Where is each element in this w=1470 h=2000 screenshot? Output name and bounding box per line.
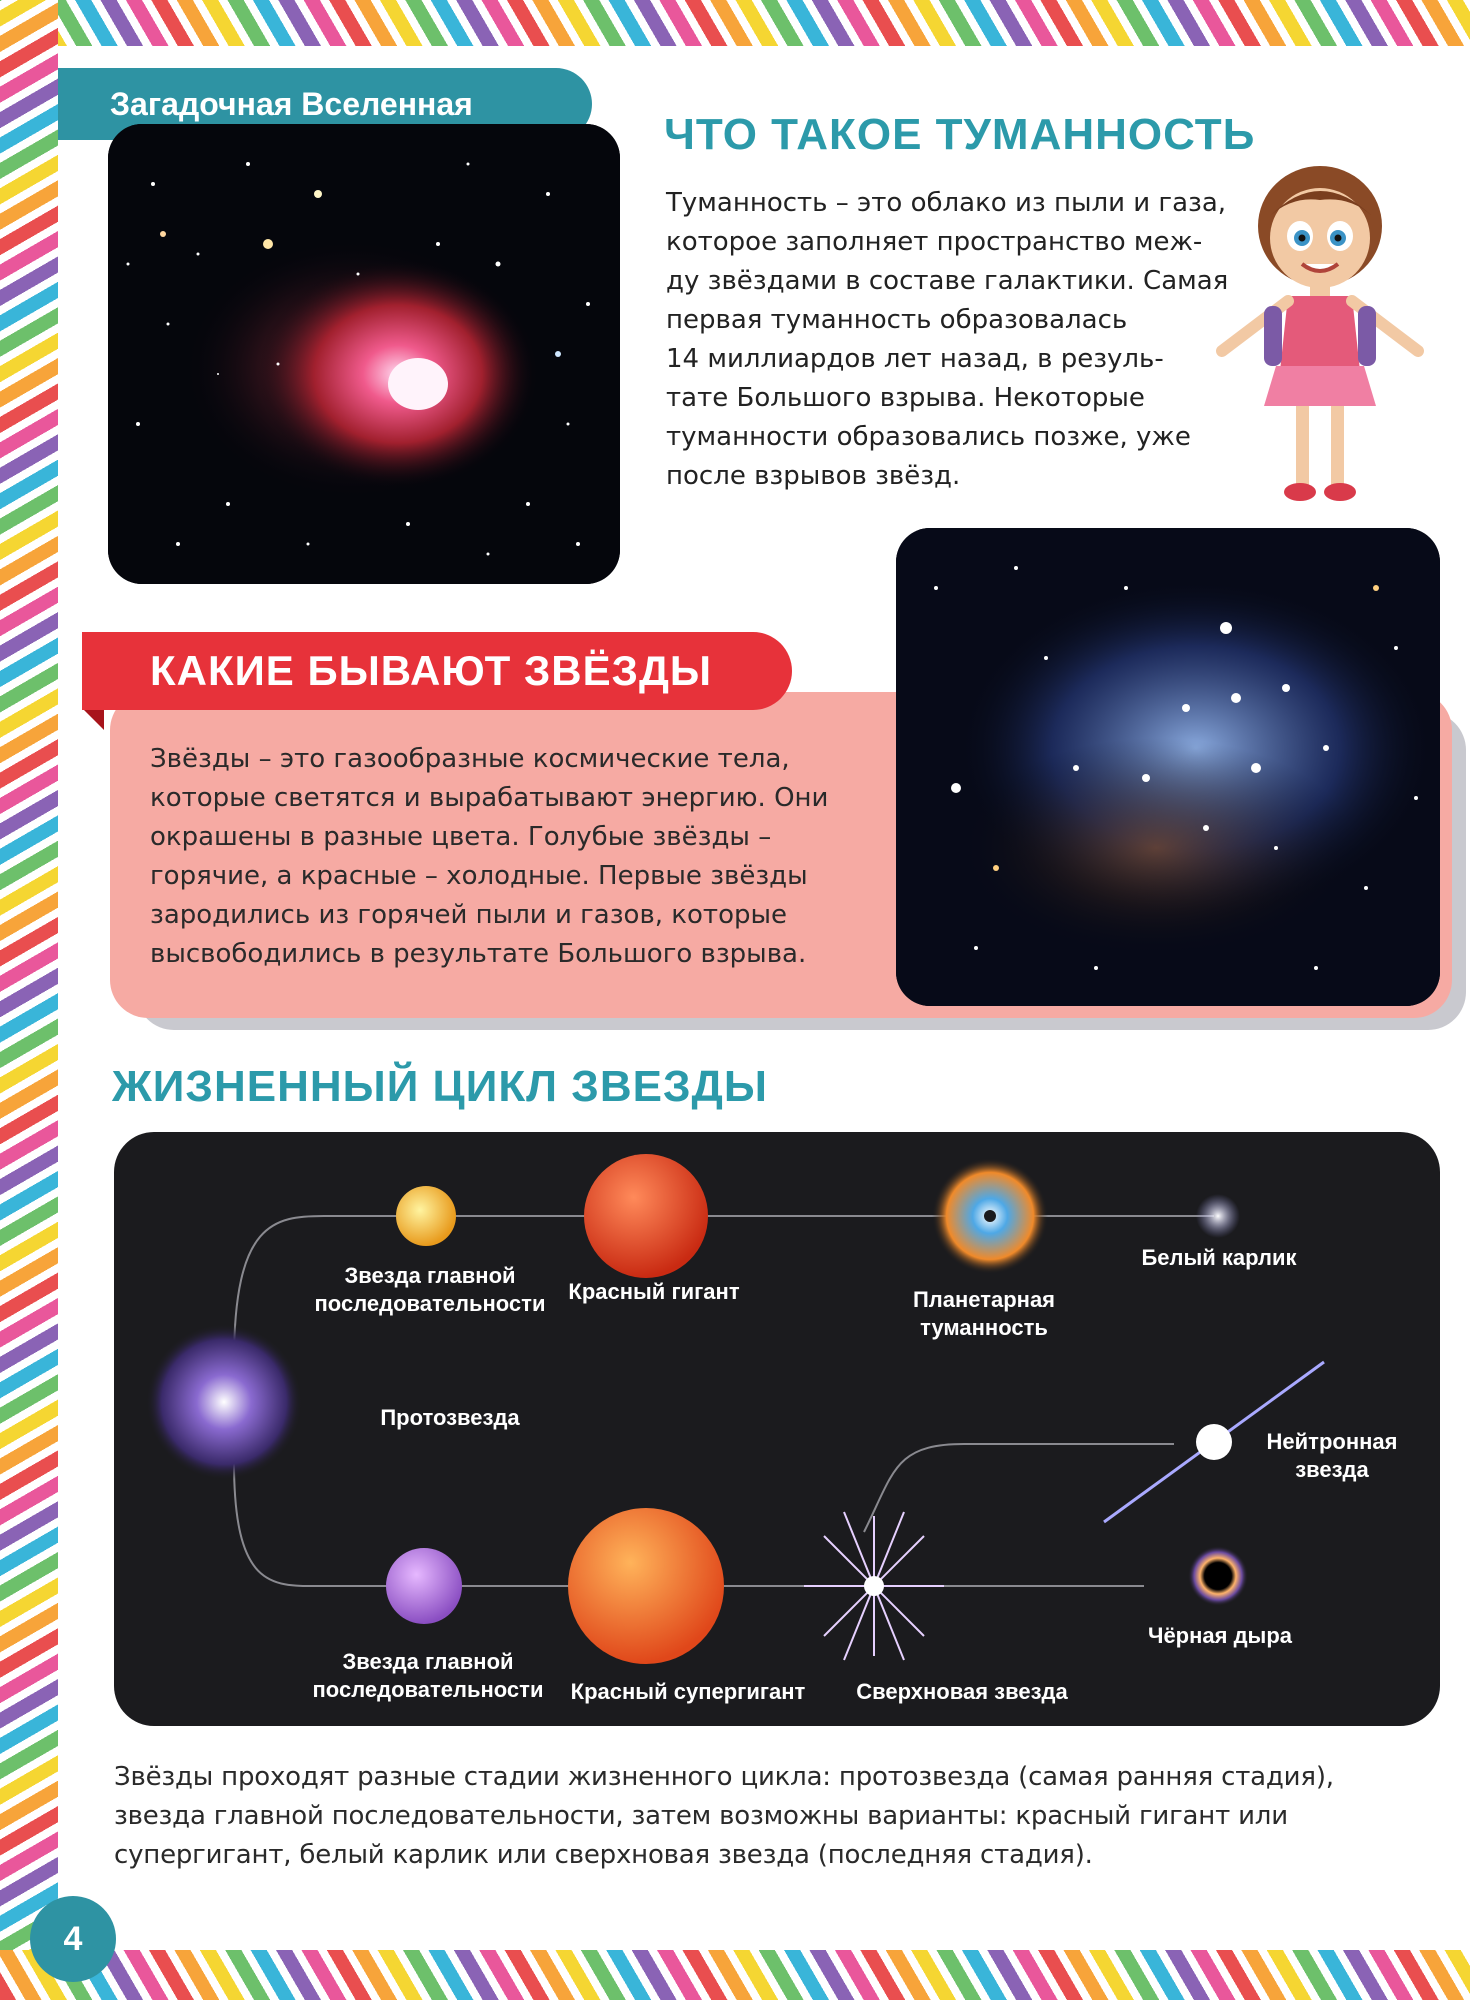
red-giant-icon — [584, 1154, 708, 1278]
label-supernova: Сверхновая звезда — [856, 1679, 1068, 1704]
girl-illustration — [1200, 156, 1440, 516]
main-sequence-star-bottom-icon — [386, 1548, 462, 1624]
rainbow-border-bottom — [0, 1950, 1470, 2000]
star-cluster-photo — [896, 528, 1440, 1006]
label-white-dwarf: Белый карлик — [1141, 1245, 1297, 1270]
stars-text: Звёзды – это газообразные космические тела, которые светятся и вырабатывают энергию. Они окрашены в разные цвета. Голубые звёзды – горячие, а красные – холодные. Первые звёзды зародились из горячей пыли и газов, которые высвободились в результате Большого взрыва. — [150, 744, 829, 969]
lifecycle-diagram — [114, 1132, 1440, 1726]
lifecycle-heading: ЖИЗНЕННЫЙ ЦИКЛ ЗВЕЗДЫ — [112, 1062, 768, 1111]
main-sequence-star-top-icon — [396, 1186, 456, 1246]
label-protostar: Протозвезда — [380, 1405, 520, 1430]
nebula-text: Туманность – это облако из пыли и газа, которое заполняет пространство меж- ду звёздами в составе галактики. Самая первая туманность образовалась 14 миллиардов лет назад, в резуль- тате Большого взрыва. Некоторые туманности образовались позже, уже после взрывов звёзд. — [666, 188, 1229, 491]
label-planetary-nebula: Планетарная туманность — [912, 1287, 1056, 1340]
label-main-sequence-top: Звезда главной последовательности — [314, 1263, 546, 1316]
page-number: 4 — [30, 1896, 116, 1982]
stars-heading: КАКИЕ БЫВАЮТ ЗВЁЗДЫ — [82, 632, 792, 710]
nebula-heading: ЧТО ТАКОЕ ТУМАННОСТЬ — [664, 110, 1256, 159]
section-title: Загадочная Вселенная — [58, 68, 592, 140]
star-cluster-image — [896, 528, 1440, 1006]
label-red-giant: Красный гигант — [568, 1279, 740, 1304]
girl-icon — [1200, 156, 1440, 516]
label-main-sequence-bottom: Звезда главной последовательности — [312, 1649, 544, 1702]
rainbow-border-top — [0, 0, 1470, 46]
nebula-image — [108, 124, 620, 584]
rainbow-border-left — [0, 0, 58, 2000]
white-dwarf-icon — [1196, 1194, 1240, 1238]
lifecycle-caption: Звёзды проходят разные стадии жизненного цикла: протозвезда (самая ранняя стадия), звезда главной последовательности, затем возможны варианты: красный гигант или супергигант, белый карлик или сверхновая звезда (последняя стадия). — [114, 1762, 1334, 1870]
protostar-icon — [146, 1324, 302, 1480]
label-red-supergiant: Красный супергигант — [570, 1679, 806, 1704]
stars-band-fold — [82, 708, 104, 730]
nebula-photo — [108, 124, 620, 584]
red-supergiant-icon — [568, 1508, 724, 1664]
label-black-hole: Чёрная дыра — [1147, 1623, 1293, 1648]
label-neutron-star: Нейтронная звезда — [1266, 1429, 1398, 1482]
black-hole-icon — [1188, 1546, 1248, 1606]
